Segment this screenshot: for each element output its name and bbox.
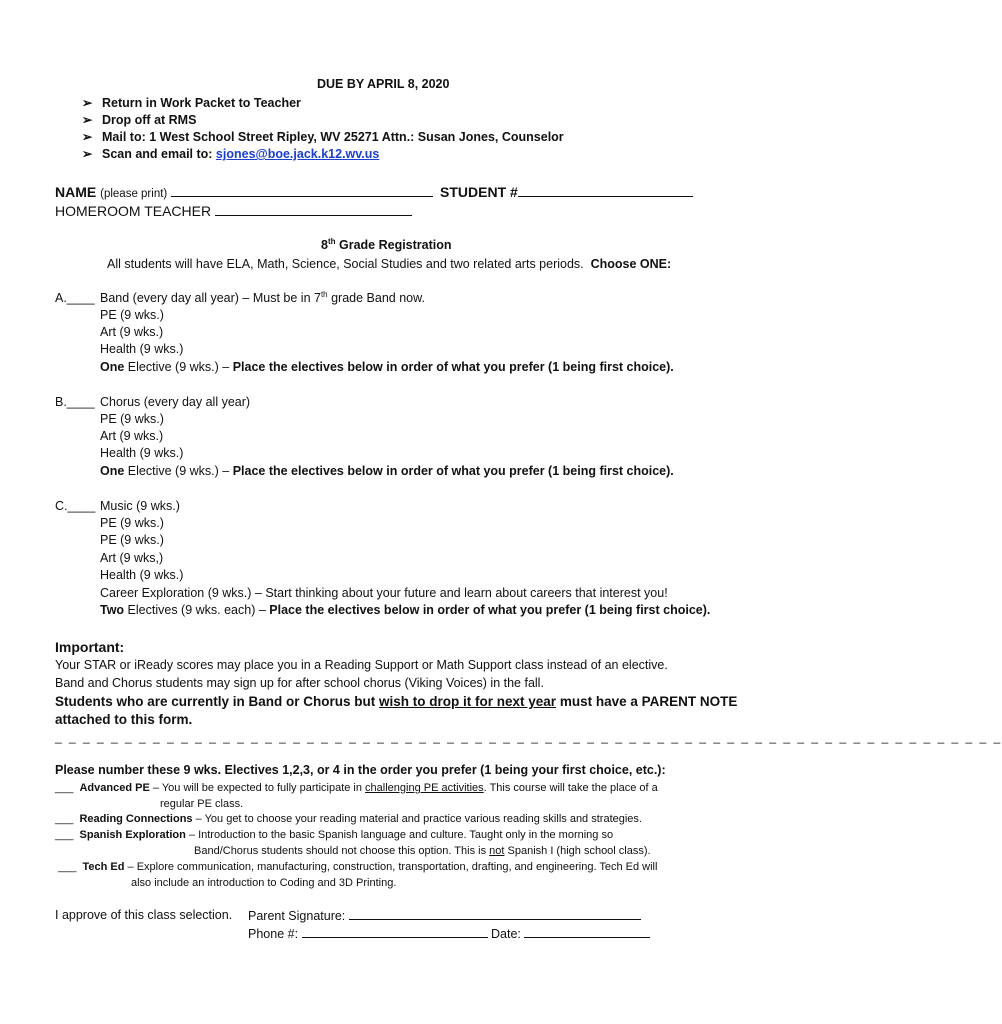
elective-advanced-pe: ___ Advanced PE – You will be expected to fully participate in challenging PE activities. This course will take the place of a	[55, 782, 658, 794]
option-a-elective: One Elective (9 wks.) – Place the electives below in order of what you prefer (1 being first choice).	[100, 360, 674, 374]
arrow-bullet-icon: ➢	[82, 113, 93, 127]
option-c-line: Art (9 wks,)	[100, 551, 164, 565]
name-field[interactable]	[171, 184, 433, 197]
number-heading: Please number these 9 wks. Electives 1,2,3, or 4 in the order you prefer (1 being your first choice, etc.):	[55, 763, 666, 777]
registration-title: 8th Grade Registration	[321, 236, 452, 252]
name-hint: (please print)	[100, 188, 168, 200]
option-c-line: PE (9 wks.)	[100, 533, 164, 547]
option-b-elective: One Elective (9 wks.) – Place the electives below in order of what you prefer (1 being first choice).	[100, 464, 674, 478]
homeroom-row	[55, 202, 412, 220]
bullet-dropoff: ➢ Drop off at RMS	[82, 113, 197, 127]
homeroom-field[interactable]	[215, 203, 412, 216]
option-a-line: PE (9 wks.)	[100, 308, 164, 322]
option-a-line: Health (9 wks.)	[100, 342, 184, 356]
cut-line: _ _ _ _ _ _ _ _ _ _ _ _ _ _ _ _ _ _ _ _ _ _ _ _ _ _ _ _ _ _ _ _ _ _ _ _ _ _ _ _ _ _ _ _ _ _ _ _ _ _ _ _ _ _ _ _ _ _ _ _ _ _ _ _ _ _ _ _	[55, 730, 1002, 744]
important-line-2: Band and Chorus students may sign up for after school chorus (Viking Voices) in the fall.	[55, 676, 544, 690]
important-line-1: Your STAR or iReady scores may place you in a Reading Support or Math Support class instead of an elective.	[55, 658, 668, 672]
student-number-label: STUDENT #	[440, 184, 518, 200]
bullet-return: ➢ Return in Work Packet to Teacher	[82, 96, 301, 110]
rank-blank[interactable]: ___	[58, 861, 77, 873]
email-link[interactable]: sjones@boe.jack.k12.wv.us	[215, 147, 380, 161]
rank-blank[interactable]: ___	[55, 829, 74, 841]
date-label: Date:	[491, 927, 521, 941]
homeroom-label: HOMEROOM TEACHER	[55, 203, 212, 219]
option-b-line: PE (9 wks.)	[100, 412, 164, 426]
important-heading: Important:	[55, 639, 125, 655]
student-number-field[interactable]	[518, 184, 693, 197]
parent-signature-row	[248, 907, 641, 925]
date-field[interactable]	[524, 925, 650, 938]
phone-row	[248, 925, 650, 943]
option-b-line: Art (9 wks.)	[100, 429, 164, 443]
parent-signature-label: Parent Signature:	[248, 909, 346, 923]
bullet-mail: ➢ Mail to: 1 West School Street Ripley, WV 25271 Attn.: Susan Jones, Counselor	[82, 130, 564, 144]
option-c-career: Career Exploration (9 wks.) – Start thinking about your future and learn about careers that interest you!	[100, 586, 668, 600]
elective-tech-ed: ___ Tech Ed – Explore communication, manufacturing, construction, transportation, drafting, and engineering. Tech Ed will	[58, 861, 658, 873]
elective-advanced-pe-cont: regular PE class.	[160, 798, 244, 810]
name-label: NAME	[55, 184, 97, 200]
option-b-line: Health (9 wks.)	[100, 446, 184, 460]
elective-spanish: ___ Spanish Exploration – Introduction to the basic Spanish language and culture. Taught only in the morning so	[55, 829, 614, 841]
important-line-4: attached to this form.	[55, 712, 193, 727]
option-c-line: PE (9 wks.)	[100, 516, 164, 530]
option-a-letter[interactable]: A.____	[55, 291, 95, 305]
option-a-line: Art (9 wks.)	[100, 325, 164, 339]
option-c-letter[interactable]: C.____	[55, 499, 96, 513]
elective-reading-connections: ___ Reading Connections – You get to choose your reading material and practice various reading skills and strategies.	[55, 813, 642, 825]
bullet-email: ➢ Scan and email to: sjones@boe.jack.k12.wv.us	[82, 147, 380, 161]
important-line-3: Students who are currently in Band or Chorus but wish to drop it for next year must have a PARENT NOTE	[55, 694, 738, 709]
intro-line: All students will have ELA, Math, Science, Social Studies and two related arts periods. Choose ONE:	[107, 257, 672, 271]
option-c-line: Health (9 wks.)	[100, 568, 184, 582]
elective-tech-ed-cont: also include an introduction to Coding and 3D Printing.	[131, 877, 397, 889]
choose-one: Choose ONE:	[590, 257, 672, 271]
arrow-bullet-icon: ➢	[82, 147, 93, 161]
due-date: DUE BY APRIL 8, 2020	[317, 77, 450, 91]
phone-field[interactable]	[302, 925, 488, 938]
name-row	[55, 183, 693, 203]
option-b-letter[interactable]: B.____	[55, 395, 95, 409]
arrow-bullet-icon: ➢	[82, 96, 93, 110]
rank-blank[interactable]: ___	[55, 782, 74, 794]
option-c-music: Music (9 wks.)	[100, 499, 180, 513]
option-c-elective: Two Electives (9 wks. each) – Place the electives below in order of what you prefer (1 being first choice).	[100, 603, 711, 617]
parent-signature-field[interactable]	[349, 907, 641, 920]
arrow-bullet-icon: ➢	[82, 130, 93, 144]
phone-label: Phone #:	[248, 927, 299, 941]
elective-spanish-cont: Band/Chorus students should not choose this option. This is not Spanish I (high school class).	[194, 845, 651, 857]
option-a-band: Band (every day all year) – Must be in 7th grade Band now.	[100, 289, 425, 305]
approval-text: I approve of this class selection.	[55, 908, 233, 922]
option-b-chorus: Chorus (every day all year)	[100, 395, 251, 409]
rank-blank[interactable]: ___	[55, 813, 74, 825]
